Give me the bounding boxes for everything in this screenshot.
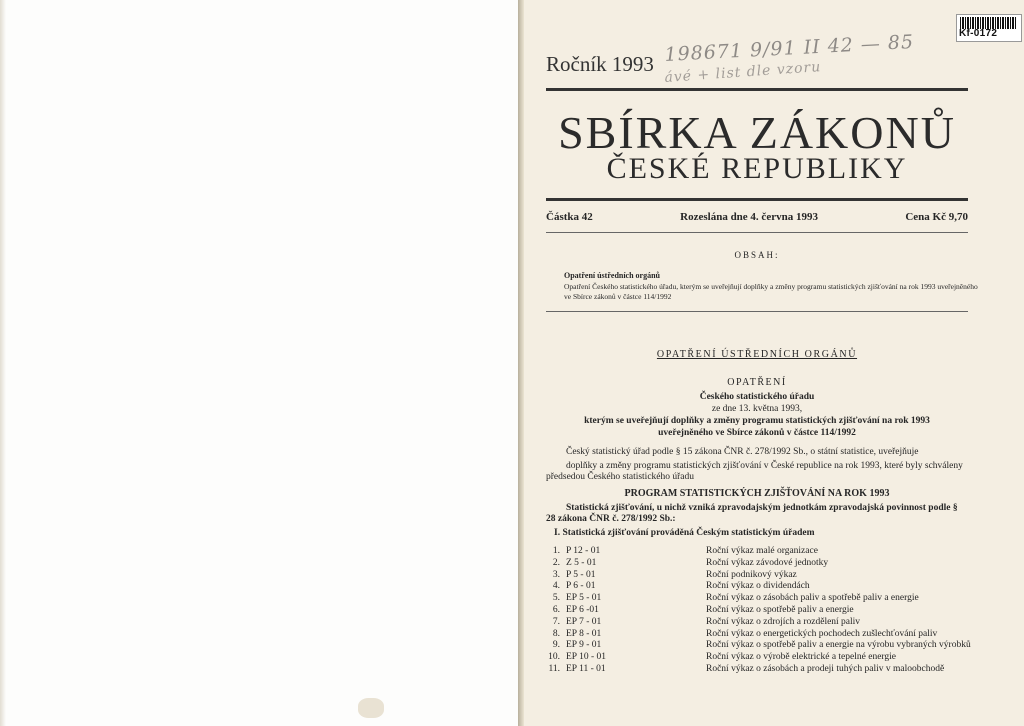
list-item-description: Roční podnikový výkaz xyxy=(706,569,797,580)
office-name: Českého statistického úřadu xyxy=(699,392,815,402)
handwritten-note-2: ávé + list dle vzoru xyxy=(664,59,822,86)
list-item xyxy=(540,652,980,664)
contents-heading: OBSAH: xyxy=(734,250,780,260)
list-item-number: 1. xyxy=(552,546,560,556)
list-item xyxy=(540,546,980,558)
list-item xyxy=(540,617,980,629)
measure-purpose-1: kterým se uveřejňují doplňky a změny programu statistických zjišťování na rok 1993 xyxy=(584,416,930,426)
list-item xyxy=(540,629,980,641)
survey-list xyxy=(540,546,980,676)
handwritten-note: 198671 9/91 II 42 — 85 xyxy=(664,30,915,66)
program-intro: Statistická zjišťování, u nichž vzniká zpravodajským jednotkám zpravodajská povinnost podle § 28 zákona ČNR č. 278/1992 Sb.: xyxy=(546,503,958,524)
list-item-number: 2. xyxy=(552,557,560,568)
distribution-date: Rozeslána dne 4. června 1993 xyxy=(680,211,818,223)
list-item-description: Roční výkaz malé organizace xyxy=(706,546,818,556)
opatreni-heading: OPATŘENÍ xyxy=(727,377,787,388)
measure-date: ze dne 13. května 1993, xyxy=(711,404,803,414)
volume-label: Ročník 1993 xyxy=(546,52,654,76)
list-item xyxy=(540,581,980,593)
list-item-description: Roční výkaz o spotřebě paliv a energie na výrobu vybraných výrobků xyxy=(706,640,971,651)
list-item-number: 10. xyxy=(548,652,560,663)
list-item-description: Roční výkaz o dividendách xyxy=(706,581,810,592)
section-heading: OPATŘENÍ ÚSTŘEDNÍCH ORGÁNŮ xyxy=(656,349,858,360)
list-item-code: EP 10 - 01 xyxy=(566,652,607,663)
page-edge-shadow xyxy=(0,0,6,726)
issue-number: Částka 42 xyxy=(546,211,593,223)
list-item xyxy=(540,640,980,652)
page-subtitle: ČESKÉ REPUBLIKY xyxy=(606,152,908,185)
measure-purpose-2: uveřejněného ve Sbírce zákonů v částce 114/1992 xyxy=(658,428,856,438)
list-item-code: P 6 - 01 xyxy=(566,581,596,592)
list-item-number: 4. xyxy=(552,581,560,592)
list-item-code: EP 8 - 01 xyxy=(566,628,602,639)
list-item-description: Roční výkaz o energetických pochodech zušlechťování paliv xyxy=(706,628,938,639)
list-item-code: P 5 - 01 xyxy=(566,569,596,580)
list-item-code: EP 5 - 01 xyxy=(566,593,602,604)
list-item xyxy=(540,605,980,617)
barcode-label xyxy=(956,14,1022,42)
right-document-page xyxy=(524,0,1024,726)
list-item-number: 8. xyxy=(552,628,560,639)
list-item-description: Roční výkaz o výrobě elektrické a tepelné energie xyxy=(706,652,897,663)
issue-price: Cena Kč 9,70 xyxy=(905,211,968,223)
list-item-description: Roční výkaz o zdrojích a rozdělení paliv xyxy=(706,616,861,627)
list-item-number: 9. xyxy=(552,640,560,651)
header-rule-top xyxy=(546,88,968,91)
list-item-code: EP 7 - 01 xyxy=(566,616,602,627)
meta-rule xyxy=(546,232,968,233)
issue-meta-row xyxy=(546,211,968,223)
list-item xyxy=(540,558,980,570)
list-item xyxy=(540,664,980,676)
contents-item-desc: Opatření Českého statistického úřadu, kterým se uveřejňují doplňky a změny programu statistických zjišťování na rok 1993 uveřejněného ve Sbírce zákonů v částce 114/1992 xyxy=(564,282,978,301)
barcode-code: Kf-0172 xyxy=(959,28,998,39)
page-smudge xyxy=(358,698,384,718)
paragraph-2: doplňky a změny programu statistických zjišťování v České republice na rok 1993, které byly schváleny předsedou Českého statistického úřadu xyxy=(546,461,963,482)
list-item-code: Z 5 - 01 xyxy=(566,557,597,568)
list-item-description: Roční výkaz o zásobách a prodeji tuhých paliv v maloobchodě xyxy=(706,663,945,674)
list-item-description: Roční výkaz o spotřebě paliv a energie xyxy=(706,604,854,615)
contents-rule xyxy=(546,311,968,312)
list-item-number: 6. xyxy=(552,604,560,615)
subsection-heading: I. Statistická zjišťování prováděná Českým statistickým úřadem xyxy=(554,528,815,538)
list-item-number: 3. xyxy=(552,569,560,580)
list-item-number: 7. xyxy=(552,616,560,627)
list-item xyxy=(540,570,980,582)
paragraph-1: Český statistický úřad podle § 15 zákona ČNR č. 278/1992 Sb., o státní statistice, uveřejňuje xyxy=(566,447,919,457)
list-item-code: EP 9 - 01 xyxy=(566,640,602,651)
list-item-number: 11. xyxy=(548,663,560,674)
program-heading: PROGRAM STATISTICKÝCH ZJIŠŤOVÁNÍ NA ROK 1993 xyxy=(624,488,890,499)
list-item-description: Roční výkaz závodové jednotky xyxy=(706,557,829,568)
list-item-code: EP 11 - 01 xyxy=(566,663,606,674)
contents-item-title: Opatření ústředních orgánů xyxy=(564,271,661,280)
list-item-number: 5. xyxy=(552,593,560,604)
list-item-description: Roční výkaz o zásobách paliv a spotřebě paliv a energie xyxy=(706,593,919,604)
header-rule-bottom xyxy=(546,198,968,201)
list-item xyxy=(540,593,980,605)
list-item-code: P 12 - 01 xyxy=(566,546,601,556)
page-title: SBÍRKA ZÁKONŮ xyxy=(558,107,956,158)
list-item-code: EP 6 -01 xyxy=(566,604,599,615)
